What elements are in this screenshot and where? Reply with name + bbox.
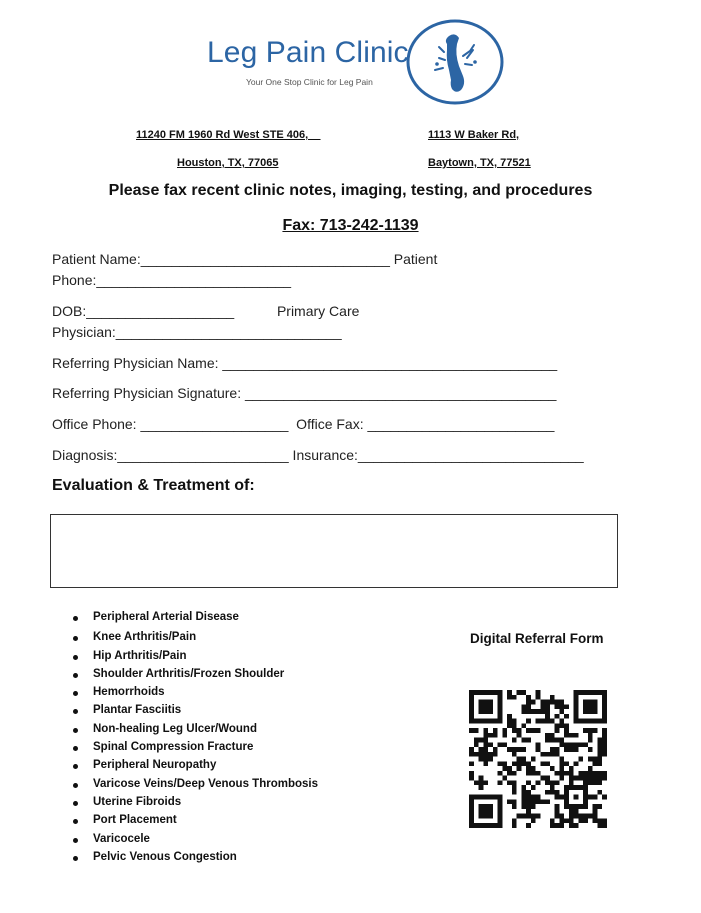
- list-item[interactable]: [52, 650, 318, 668]
- list-item[interactable]: [52, 704, 318, 722]
- address-baytown-line1: 1113 W Baker Rd,: [428, 129, 520, 141]
- list-item[interactable]: [52, 631, 318, 649]
- bullet-icon: [73, 746, 78, 751]
- patient-name-field[interactable]: Patient Name:________________________________ Patient: [52, 251, 438, 267]
- brand-name: Leg Pain Clinic: [207, 36, 409, 69]
- bullet-icon: [73, 636, 78, 641]
- list-item-label: Hip Arthritis/Pain: [93, 649, 187, 662]
- section-title: Evaluation & Treatment of:: [52, 477, 255, 494]
- address-houston-line2: Houston, TX, 77065: [177, 157, 279, 169]
- list-item[interactable]: [52, 741, 318, 759]
- bullet-icon: [73, 709, 78, 714]
- bullet-icon: [73, 801, 78, 806]
- bullet-icon: [73, 616, 78, 621]
- office-phone-fax-field[interactable]: Office Phone: ___________________ Office Fax: ________________________: [52, 416, 555, 432]
- list-item[interactable]: [52, 833, 318, 851]
- patient-phone-field[interactable]: Phone:_________________________: [52, 272, 292, 288]
- list-item-label: Shoulder Arthritis/Frozen Shoulder: [93, 667, 285, 680]
- referring-physician-signature-field[interactable]: Referring Physician Signature: ________________________________________: [52, 385, 557, 401]
- list-item[interactable]: [52, 851, 318, 869]
- list-item[interactable]: [52, 759, 318, 777]
- list-item-label: Pelvic Venous Congestion: [93, 850, 237, 863]
- bullet-icon: [73, 728, 78, 733]
- bullet-icon: [73, 819, 78, 824]
- diagnosis-insurance-field[interactable]: Diagnosis:______________________ Insurance:_____________________________: [52, 447, 584, 463]
- evaluation-textbox[interactable]: [50, 514, 618, 588]
- bullet-icon: [73, 673, 78, 678]
- bullet-icon: [73, 764, 78, 769]
- list-item-label: Knee Arthritis/Pain: [93, 631, 197, 644]
- fax-number: Fax: 713-242-1139: [282, 217, 419, 234]
- digital-referral-label: Digital Referral Form: [470, 631, 604, 646]
- list-item-label: Port Placement: [93, 814, 177, 827]
- list-item-label: Peripheral Arterial Disease: [93, 611, 239, 623]
- list-item-label: Varicose Veins/Deep Venous Thrombosis: [93, 777, 318, 790]
- list-item[interactable]: [52, 796, 318, 814]
- list-item-label: Hemorrhoids: [93, 686, 165, 699]
- bullet-icon: [73, 783, 78, 788]
- bullet-icon: [73, 838, 78, 843]
- bullet-icon: [73, 856, 78, 861]
- leg-bone-icon: [405, 18, 505, 106]
- referring-physician-name-field[interactable]: Referring Physician Name: ___________________________________________: [52, 355, 558, 371]
- dob-field[interactable]: DOB:___________________ Primary Care: [52, 303, 360, 319]
- address-houston-line1: 11240 FM 1960 Rd West STE 406,__: [136, 129, 321, 141]
- qr-code-icon[interactable]: [469, 690, 607, 828]
- list-item-label: Plantar Fasciitis: [93, 704, 182, 717]
- bullet-icon: [73, 655, 78, 660]
- address-baytown-line2: Baytown, TX, 77521: [428, 157, 531, 169]
- list-item-label: Varicocele: [93, 832, 150, 845]
- list-item[interactable]: [52, 723, 318, 741]
- list-item[interactable]: [52, 814, 318, 832]
- list-item-label: Peripheral Neuropathy: [93, 759, 217, 772]
- list-item-label: Non-healing Leg Ulcer/Wound: [93, 722, 257, 735]
- list-item[interactable]: [52, 686, 318, 704]
- bullet-icon: [73, 691, 78, 696]
- list-item[interactable]: [52, 611, 318, 629]
- conditions-list: [52, 611, 318, 869]
- fax-instructions: Please fax recent clinic notes, imaging, testing, and procedures: [108, 182, 593, 199]
- brand-tagline: Your One Stop Clinic for Leg Pain: [246, 77, 373, 87]
- primary-care-physician-field[interactable]: Physician:_____________________________: [52, 324, 342, 340]
- list-item-label: Spinal Compression Fracture: [93, 741, 254, 754]
- list-item-label: Uterine Fibroids: [93, 795, 182, 808]
- list-item[interactable]: [52, 778, 318, 796]
- list-item[interactable]: [52, 668, 318, 686]
